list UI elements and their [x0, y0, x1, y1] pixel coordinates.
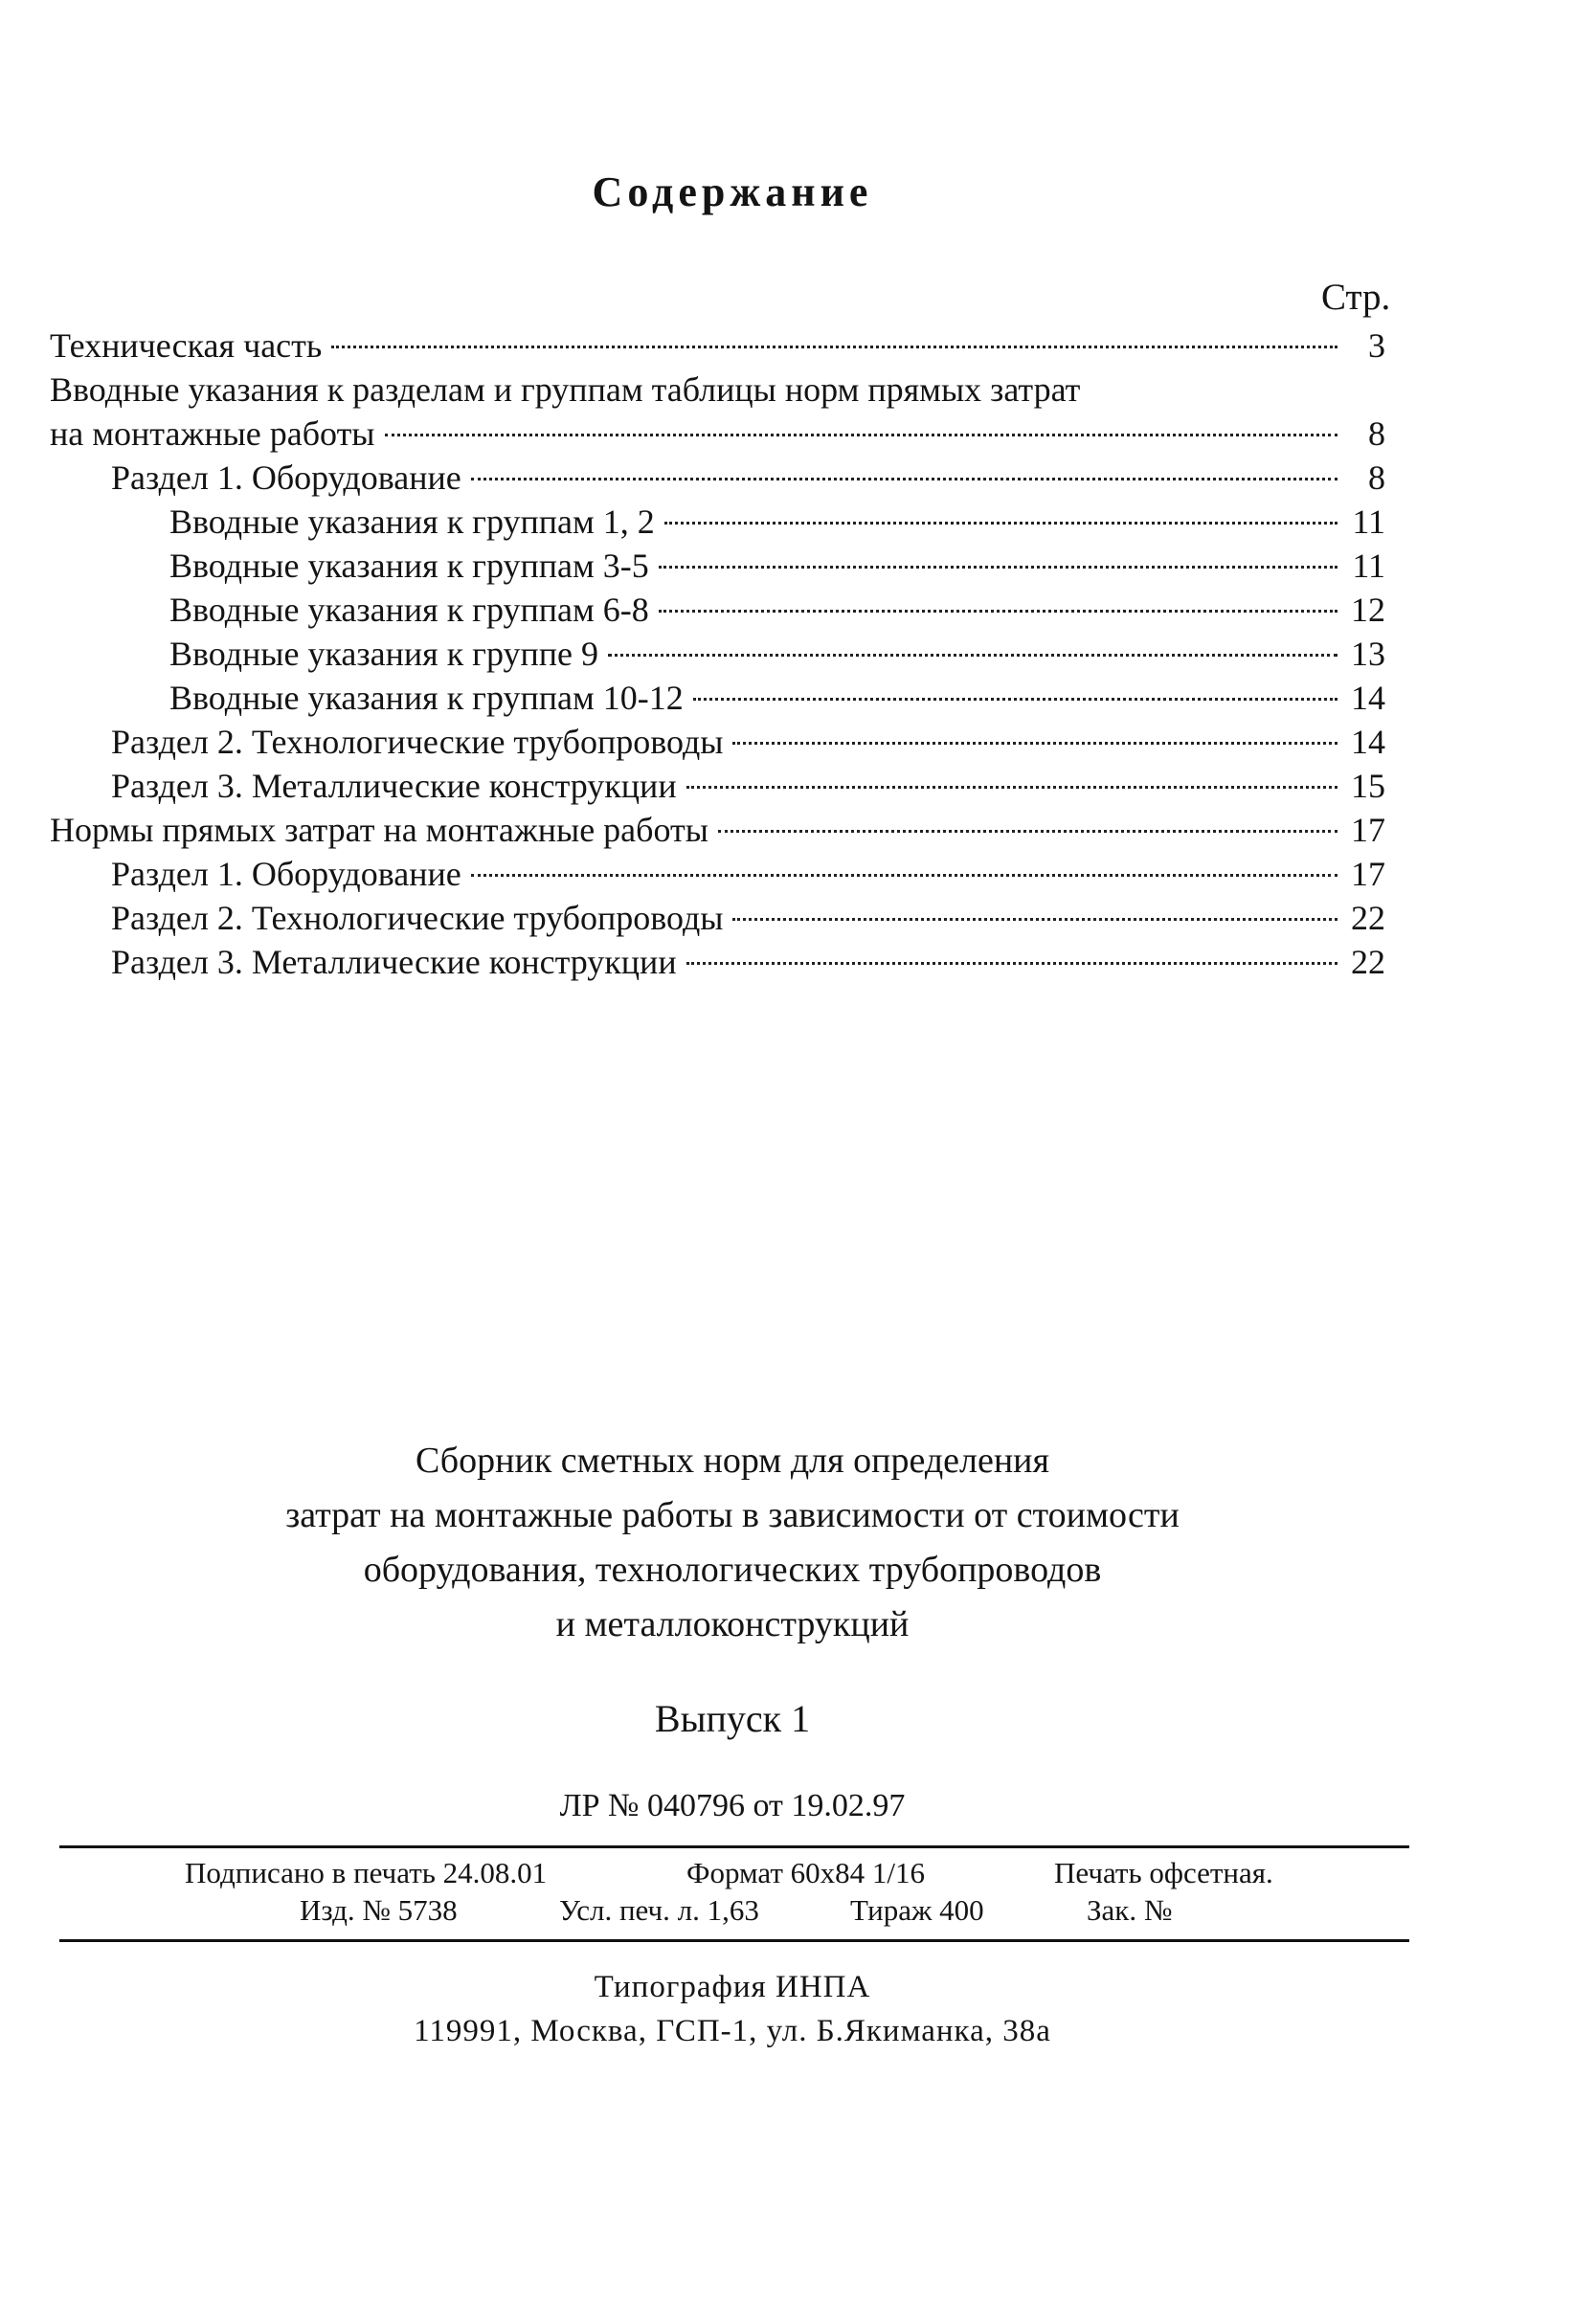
- toc-entry-page: 15: [1351, 767, 1385, 805]
- toc-entry-page: 11: [1352, 547, 1385, 585]
- toc-entry-page: 3: [1368, 326, 1385, 365]
- toc-entry-page: 8: [1368, 458, 1385, 497]
- toc-entry-label: Вводные указания к группам 10-12: [169, 679, 684, 717]
- toc-entry-label: на монтажные работы: [50, 414, 375, 453]
- dot-leader: [471, 874, 1337, 877]
- toc-entry[interactable]: [50, 324, 1385, 368]
- imprint-sheets: Усл. печ. л. 1,63: [559, 1893, 759, 1927]
- toc-entry-label: Нормы прямых затрат на монтажные работы: [50, 811, 708, 849]
- toc-entry[interactable]: [50, 412, 1385, 456]
- toc-entry-page: 12: [1351, 591, 1385, 629]
- dot-leader: [659, 610, 1337, 613]
- imprint-run: Тираж 400: [850, 1893, 984, 1927]
- toc-title: Содержание: [592, 168, 873, 215]
- imprint-print-type: Печать офсетная.: [1054, 1856, 1273, 1889]
- dot-leader: [686, 786, 1337, 789]
- table-of-contents: [50, 324, 1385, 984]
- publication-title-line: оборудования, технологических трубопроводов: [363, 1550, 1102, 1590]
- toc-entry[interactable]: [50, 456, 1385, 500]
- toc-entry-label: Вводные указания к группам 6-8: [169, 591, 649, 629]
- issue-number: Выпуск 1: [654, 1697, 811, 1740]
- dot-leader: [686, 962, 1337, 965]
- dot-leader: [471, 478, 1337, 480]
- toc-entry-page: 13: [1351, 635, 1385, 673]
- printer-name: Типография ИНПА: [594, 1970, 871, 2004]
- imprint-signed: Подписано в печать 24.08.01: [185, 1856, 548, 1889]
- imprint-format: Формат 60x84 1/16: [686, 1856, 926, 1889]
- dot-leader: [659, 566, 1337, 569]
- toc-entry-page: 14: [1351, 723, 1385, 761]
- publication-title-line: и металлоконструкций: [555, 1604, 910, 1644]
- dot-leader: [331, 346, 1337, 348]
- toc-entry[interactable]: [50, 720, 1385, 764]
- printer-address: 119991, Москва, ГСП-1, ул. Б.Якиманка, 38а: [414, 2014, 1051, 2048]
- license-number: ЛР № 040796 от 19.02.97: [559, 1788, 906, 1823]
- publication-title-line: затрат на монтажные работы в зависимости от стоимости: [285, 1495, 1180, 1535]
- toc-entry[interactable]: [50, 764, 1385, 808]
- toc-entry-label: Раздел 1. Оборудование: [111, 855, 461, 893]
- toc-entry[interactable]: [50, 940, 1385, 984]
- toc-entry-label: Раздел 1. Оборудование: [111, 458, 461, 497]
- toc-entry-page: 8: [1368, 414, 1385, 453]
- toc-entry-label: Техническая часть: [50, 326, 323, 365]
- toc-entry[interactable]: [50, 588, 1385, 632]
- toc-entry-label: Вводные указания к разделам и группам таблицы норм прямых затрат: [50, 370, 1081, 409]
- toc-entry-page: 14: [1351, 679, 1385, 717]
- publication-title-line: Сборник сметных норм для определения: [416, 1441, 1049, 1481]
- toc-entry-label: Раздел 3. Металлические конструкции: [111, 943, 677, 981]
- dot-leader: [732, 918, 1337, 921]
- toc-entry[interactable]: [50, 632, 1385, 676]
- toc-entry[interactable]: [50, 808, 1385, 852]
- toc-entry[interactable]: [50, 500, 1385, 544]
- dot-leader: [664, 522, 1337, 525]
- toc-entry-page: 22: [1351, 899, 1385, 937]
- imprint-order: Зак. №: [1087, 1893, 1173, 1927]
- toc-entry-label: Вводные указания к группам 1, 2: [169, 503, 655, 541]
- page-column-label: Стр.: [1321, 277, 1391, 318]
- toc-entry-label: Вводные указания к группам 3-5: [169, 547, 649, 585]
- toc-entry-page: 17: [1351, 855, 1385, 893]
- toc-entry[interactable]: [50, 544, 1385, 588]
- dot-leader: [385, 434, 1338, 436]
- dot-leader: [693, 698, 1337, 701]
- toc-entry-label: Вводные указания к группе 9: [169, 635, 598, 673]
- dot-leader: [718, 830, 1337, 833]
- publication-title: [0, 1434, 1465, 1652]
- dot-leader: [732, 742, 1337, 745]
- toc-entry-label: Раздел 3. Металлические конструкции: [111, 767, 677, 805]
- imprint-top-rule: [59, 1845, 1409, 1848]
- imprint-bottom-rule: [59, 1939, 1409, 1942]
- toc-entry[interactable]: [50, 896, 1385, 940]
- toc-entry-page: 22: [1351, 943, 1385, 981]
- dot-leader: [608, 654, 1337, 657]
- toc-entry-label: Раздел 2. Технологические трубопроводы: [111, 899, 724, 937]
- toc-entry[interactable]: [50, 676, 1385, 720]
- toc-entry-page: 17: [1351, 811, 1385, 849]
- toc-entry-page: 11: [1352, 503, 1385, 541]
- toc-entry[interactable]: [50, 852, 1385, 896]
- toc-entry-label: Раздел 2. Технологические трубопроводы: [111, 723, 724, 761]
- imprint-edition-no: Изд. № 5738: [300, 1893, 458, 1927]
